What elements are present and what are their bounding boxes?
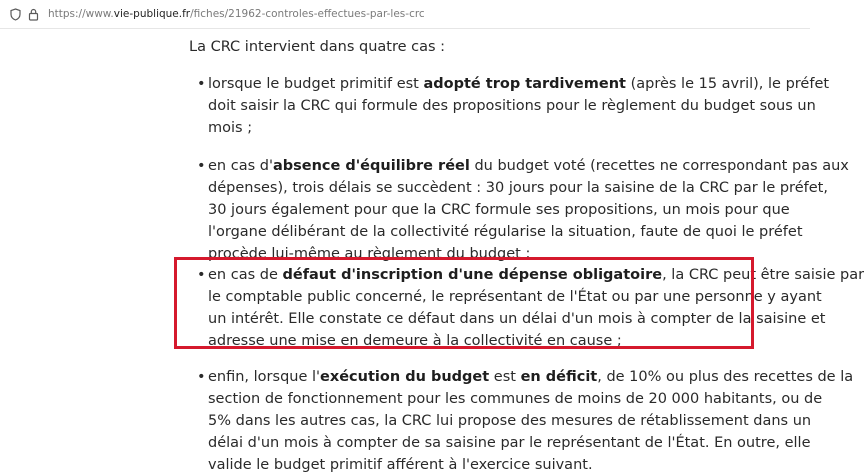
bullet-marker: • [197,76,206,92]
text-run: délai d'un mois à compter de sa saisine par le représentant de l'État. En outre, elle [208,435,811,451]
text-run: l'organe délibérant de la collectivité régularise la situation, faute de quoi le préfet [208,224,803,240]
list-item [183,73,830,139]
bullet-marker: • [197,267,206,283]
list-item [183,366,854,476]
item-line [208,155,849,177]
item-line [208,388,823,410]
item-line [208,410,812,432]
item-line [208,199,790,221]
item-line [208,95,816,117]
text-run: , de 10% ou plus des recettes de la [597,369,854,385]
item-line [208,221,803,243]
text-run: en cas de [208,267,283,283]
text-run: 5% dans les autres cas, la CRC lui propose des mesures de rétablissement dans un [208,413,812,429]
item-line [208,454,748,476]
lock-icon[interactable] [26,7,40,21]
text-run: procède lui-même au règlement du budget ; [208,246,531,262]
text-run: un intérêt. Elle constate ce défaut dans un délai d'un mois à compter de la saisine et [208,311,826,327]
bullet-marker: • [197,369,206,385]
text-run: , la CRC peut être saisie par [662,267,864,283]
highlight-box [174,257,754,349]
text-run: du budget voté (recettes ne correspondant pas aux [469,158,849,174]
browser-url-bar[interactable] [0,0,810,29]
text-run: en cas d' [208,158,273,174]
intro-text: La CRC intervient dans quatre cas : [189,39,446,55]
item-line [208,366,854,388]
text-run: (après le 15 avril), le préfet [625,76,830,92]
shield-icon[interactable] [8,7,22,21]
item-line [208,73,830,95]
item-line [208,117,748,139]
text-run: le comptable public concerné, le représentant de l'État ou par une personne y ayant [208,289,822,305]
text-run: enfin, lorsque l' [208,369,321,385]
text-run: valide le budget primitif afférent à l'exercice suivant. [208,457,593,473]
text-run: dépenses), trois délais se succèdent : 30 jours pour la saisine de la CRC par le préfet, [208,180,828,196]
text-run: doit saisir la CRC qui formule des propositions pour le règlement du budget sous un [208,98,816,114]
item-line [208,432,811,454]
list-item [183,155,849,265]
bold-phrase: défaut d'inscription d'une dépense obligatoire [282,267,663,283]
text-run: 30 jours également pour que la CRC formule ses propositions, un mois pour que [208,202,790,218]
bold-phrase: adopté trop tardivement [423,76,626,92]
url-domain: vie-publique.fr [113,8,191,20]
bold-phrase: en déficit [520,369,598,385]
text-run: mois ; [208,120,253,136]
text-run: est [489,369,521,385]
text-run: adresse une mise en demeure à la collectivité en cause ; [208,333,622,349]
url-prefix: https://www. [48,8,114,20]
text-run: lorsque le budget primitif est [208,76,424,92]
bullet-marker: • [197,158,206,174]
item-line [208,177,828,199]
bold-phrase: exécution du budget [320,369,490,385]
url-path: /fiches/21962-controles-effectues-par-les-crc [190,8,425,20]
text-run: section de fonctionnement pour les communes de moins de 20 000 habitants, ou de [208,391,823,407]
url-text[interactable] [48,8,425,20]
bold-phrase: absence d'équilibre réel [272,158,470,174]
